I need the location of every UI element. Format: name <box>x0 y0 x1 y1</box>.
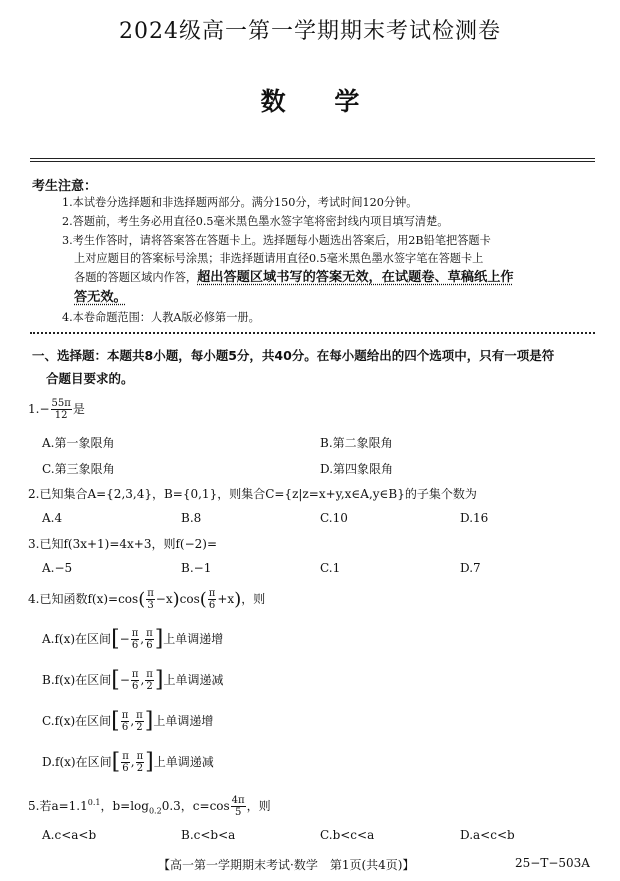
q4-a-bracket-open: [ <box>111 626 120 652</box>
q2-option-a: A.4 <box>42 511 63 525</box>
q2-option-c: C.10 <box>320 511 348 525</box>
q1-option-d: D.第四象限角 <box>320 462 394 476</box>
q4-option-a: A.f(x)在区间[− $\frac{\pi}{6}$ , $\frac{\pi}{6}$ ]上单调递增 <box>42 626 224 652</box>
q4-d-prefix: f(x)在区间 <box>55 755 112 769</box>
q5-log-base: 0.2 <box>148 806 162 816</box>
question-1-stem <box>28 398 85 421</box>
q1-option-c: C.第三象限角 <box>42 462 115 476</box>
q5-option-c: C.b<c<a <box>320 828 375 842</box>
notice-item-2: 2.答题前，考生务必用直径0.5毫米黑色墨水签字笔将密封线内项目填写清楚。 <box>62 215 449 228</box>
q4-d-bracket-open: [ <box>111 749 121 775</box>
q5-stem-a: 5.若a=1.1 <box>28 799 88 813</box>
q4-term-2: +x <box>217 592 235 606</box>
q5-stem-c: 0.3，c=cos <box>161 799 230 813</box>
q4-stem-c: ，则 <box>241 592 266 606</box>
q4-c-bracket-open: [ <box>111 708 120 734</box>
q4-c-prefix: f(x)在区间 <box>54 714 112 728</box>
q5-stem-b: ，b=log <box>100 799 149 813</box>
q4-paren-open-2: ( <box>199 589 207 610</box>
q1-suffix: 是 <box>72 402 85 416</box>
q4-option-d: D.f(x)在区间[ $\frac{\pi}{6}$ , $\frac{\pi}{2}$ ]上单调递减 <box>42 749 214 775</box>
question-4-stem <box>28 588 265 611</box>
q4-b-left-den: 6 <box>131 681 139 692</box>
q4-d-suffix: 上单调递减 <box>153 755 214 769</box>
footer-code: 25−T−503A <box>515 856 590 870</box>
q3-option-b: B.−1 <box>181 561 212 575</box>
q5-exponent: 0.1 <box>87 798 101 807</box>
q4-a-bracket-close: ] <box>154 626 164 652</box>
q4-option-c: C.f(x)在区间[ $\frac{\pi}{6}$ , $\frac{\pi}{2}$ ]上单调递增 <box>42 708 214 734</box>
question-3-stem: 3.已知f(3x+1)=4x+3，则f(−2)= <box>28 537 218 551</box>
section-heading-line-1: 一、选择题：本题共8小题，每小题5分，共40分。在每小题给出的四个选项中，只有一项是符 <box>32 348 555 363</box>
q4-c-left-frac <box>121 710 130 733</box>
q4-d-right-frac <box>136 751 145 774</box>
q4-d-bracket-close: ] <box>145 749 154 775</box>
notice-heading: 考生注意： <box>32 179 98 194</box>
top-divider <box>30 158 595 159</box>
q4-paren-close-1: ) <box>172 589 180 610</box>
notice-item-1: 1.本试卷分选择题和非选择题两部分。满分150分，考试时间120分钟。 <box>62 196 418 209</box>
q4-b-suffix: 上单调递减 <box>163 673 224 687</box>
q2-option-d: D.16 <box>460 511 489 525</box>
q4-d-right-num: π <box>136 751 144 762</box>
q4-a-prefix: f(x)在区间 <box>54 632 112 646</box>
q1-frac-num: 55π <box>51 398 71 409</box>
top-divider-2 <box>30 161 595 162</box>
q4-b-left-sign: − <box>119 673 130 687</box>
q4-c-suffix: 上单调递增 <box>153 714 214 728</box>
q4-c-left-den: 6 <box>121 722 129 733</box>
q4-frac-2-den: 6 <box>208 600 216 611</box>
q4-d-left-num: π <box>122 751 129 762</box>
q4-b-label: B. <box>42 673 55 687</box>
q4-term-1: −x <box>155 592 173 606</box>
q4-b-prefix: f(x)在区间 <box>54 673 112 687</box>
q4-d-left-den: 6 <box>122 763 129 774</box>
q4-paren-open-1: ( <box>138 589 146 610</box>
q4-frac-2 <box>208 588 217 611</box>
q4-a-left-frac <box>131 628 140 651</box>
notice-item-4: 4.本卷命题范围：人教A版必修第一册。 <box>62 311 260 324</box>
q5-option-d: D.a<c<b <box>460 828 515 842</box>
footer-page-info: 【高一第一学期期末考试·数学 第1页(共4页)】 <box>158 858 415 872</box>
q4-a-suffix: 上单调递增 <box>163 632 224 646</box>
q4-c-bracket-close: ] <box>144 708 154 734</box>
q1-option-b: B.第二象限角 <box>320 436 393 450</box>
q4-b-left-frac <box>131 669 140 692</box>
q4-frac-1 <box>146 588 155 611</box>
q4-a-left-num: π <box>131 628 139 639</box>
q4-c-label: C. <box>42 714 55 728</box>
q4-a-left-sign: − <box>119 632 130 646</box>
q4-b-left-num: π <box>131 669 139 680</box>
notice-item-3-line-3 <box>74 266 514 285</box>
q4-stem-b: cos <box>179 592 200 606</box>
q4-b-bracket-open: [ <box>111 667 120 693</box>
q4-d-right-den: 2 <box>136 763 144 774</box>
q4-d-label: D. <box>42 755 56 769</box>
section-heading-line-2: 合题目要求的。 <box>46 371 134 386</box>
q4-stem-a: 4.已知函数f(x)=cos <box>28 592 139 606</box>
q3-option-c: C.1 <box>320 561 341 575</box>
q5-stem-d: ，则 <box>246 799 271 813</box>
q4-a-left-den: 6 <box>131 640 139 651</box>
q4-option-b: B.f(x)在区间[− $\frac{\pi}{6}$ , $\frac{\pi}{2}$ ]上单调递减 <box>42 667 224 693</box>
q5-fraction <box>231 795 246 818</box>
q4-d-left-frac <box>121 751 130 774</box>
q1-frac-den: 12 <box>54 410 68 421</box>
q1-prefix: 1.− <box>28 402 50 416</box>
q3-option-a: A.−5 <box>42 561 73 575</box>
q2-option-b: B.8 <box>181 511 202 525</box>
notice-item-3-line-3-plain: 各题的答题区域内作答， <box>74 271 198 284</box>
notice-item-3-line-1: 3.考生作答时，请将答案答在答题卡上。选择题每小题选出答案后，用2B铅笔把答题卡 <box>62 234 491 247</box>
q3-option-d: D.7 <box>460 561 481 575</box>
q5-frac-num: 4π <box>231 795 245 806</box>
q4-a-right-num: π <box>146 628 153 639</box>
notice-emphasis-end: 答无效。 <box>74 290 127 305</box>
q4-b-right-frac <box>145 669 154 692</box>
q5-option-a: A.c<a<b <box>42 828 97 842</box>
exam-title: 2024级高一第一学期期末考试检测卷 <box>119 19 501 44</box>
q4-paren-close-2: ) <box>234 589 242 610</box>
q4-b-right-den: 2 <box>146 681 153 692</box>
q5-frac-den: 5 <box>234 807 242 818</box>
question-5-stem <box>28 795 271 818</box>
q5-option-b: B.c<b<a <box>181 828 236 842</box>
q1-option-a: A.第一象限角 <box>42 436 115 450</box>
q4-a-right-den: 6 <box>146 640 153 651</box>
q4-b-right-num: π <box>146 669 153 680</box>
q1-fraction <box>51 398 72 421</box>
q4-c-left-num: π <box>121 710 129 721</box>
q4-a-label: A. <box>42 632 55 646</box>
q4-frac-1-num: π <box>147 588 154 599</box>
q4-c-right-den: 2 <box>136 722 143 733</box>
notice-emphasis: 超出答题区域书写的答案无效，在试题卷、草稿纸上作 <box>197 270 514 285</box>
q4-a-right-frac <box>145 628 154 651</box>
notice-bottom-divider <box>30 332 595 334</box>
q4-c-right-num: π <box>136 710 143 721</box>
q4-frac-1-den: 3 <box>147 600 154 611</box>
q4-frac-2-num: π <box>208 588 216 599</box>
q4-c-right-frac <box>135 710 144 733</box>
notice-item-3-line-2: 上对应题目的答案标号涂黑；非选择题请用直径0.5毫米黑色墨水签字笔在答题卡上 <box>74 252 484 265</box>
question-2-stem: 2.已知集合A={2,3,4}，B={0,1}，则集合C={z|z=x+y,x∈A,y∈B}的子集个数为 <box>28 487 477 501</box>
q4-b-bracket-close: ] <box>154 667 164 693</box>
subject-title: 数 学 <box>260 87 360 116</box>
